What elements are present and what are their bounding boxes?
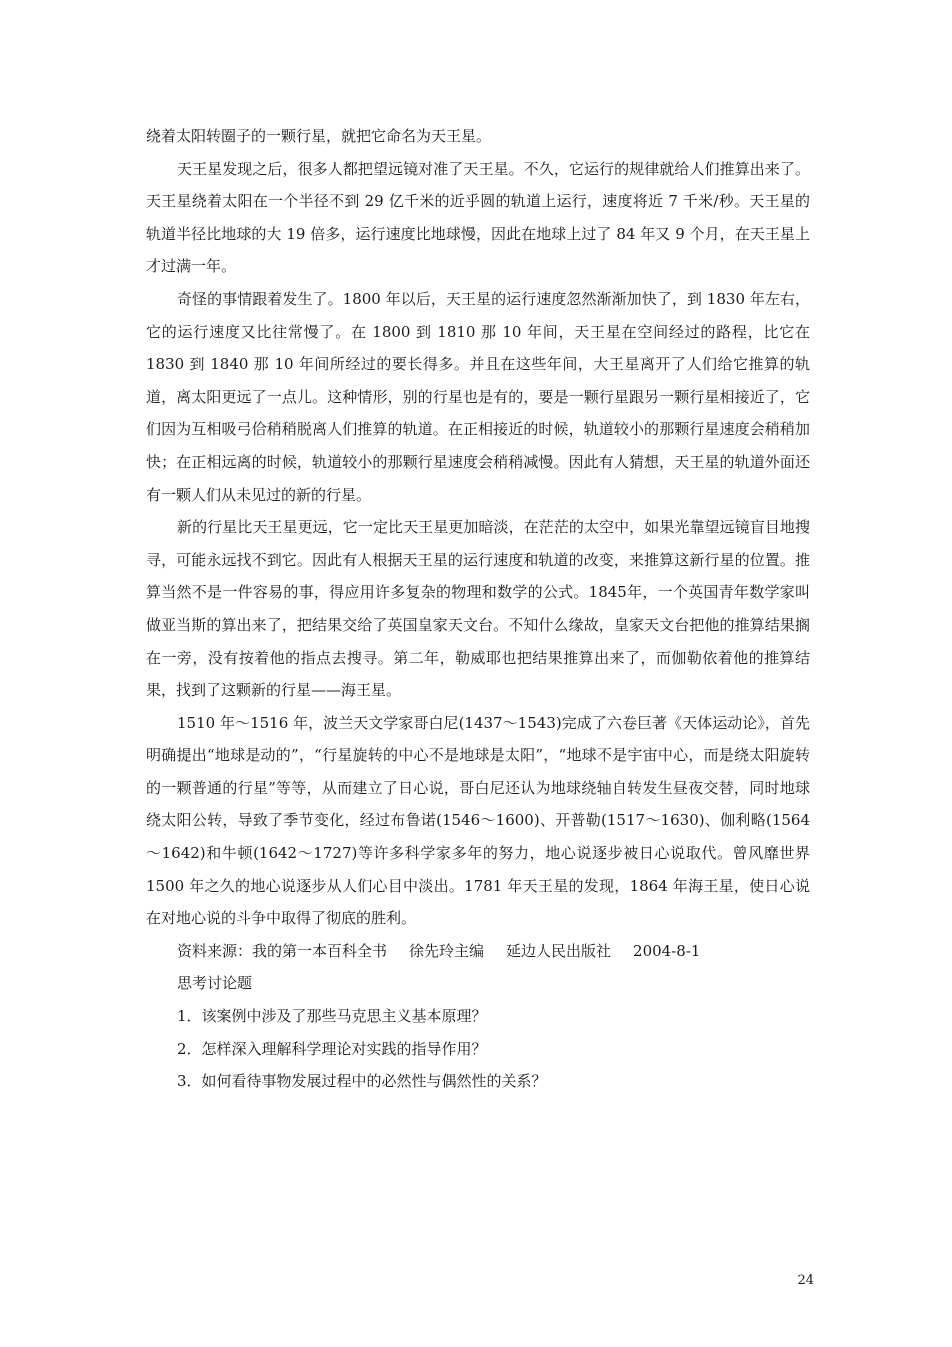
paragraph-uranus-orbit: 天王星发现之后，很多人都把望远镜对准了天王星。不久，它运行的规律就给人们推算出来了。天王星绕着太阳在一个半径不到 29 亿千米的近乎圆的轨道上运行，速度将近 7 千米/秒。天王星的轨道半径比地球的大 19 倍多，运行速度比地球慢，因此在地球上过了 84 年又 9 个月，在天王星上才过满一年。 [146, 159, 810, 276]
source-editor: 徐先玲主编 [409, 941, 485, 960]
paragraph-continuation: 绕着太阳转圈子的一颗行星，就把它命名为天王星。 [146, 127, 492, 145]
source-publisher: 延边人民出版社 [506, 941, 612, 960]
question-item-2: 2．怎样深入理解科学理论对实践的指导作用？ [177, 1039, 487, 1058]
questions-heading: 思考讨论题 [177, 974, 253, 993]
paragraph-neptune-discovery: 新的行星比天王星更远，它一定比天王星更加暗淡，在茫茫的太空中，如果光靠望远镜盲目地搜寻，可能永远找不到它。因此有人根据天王星的运行速度和轨道的改变，来推算这新行星的位置。推算当然不是一件容易的事，得应用许多复杂的物理和数学的公式。1845年，一个英国青年数学家叫做亚当斯的算出来了，把结果交给了英国皇家天文台。不知什么缘故，皇家天文台把他的推算结果搁在一旁，没有按着他的指点去搜寻。第二年，勒威耶也把结果推算出来了，而伽勒依着他的推算结果，找到了这颗新的行星——海王星。 [146, 518, 810, 700]
paragraph-heliocentrism: 1510 年～1516 年，波兰天文学家哥白尼(1437～1543)完成了六卷巨著《天体运动论》，首先明确提出“地球是动的”，“行星旋转的中心不是地球是太阳”，“地球不是宇宙中心，而是绕太阳旋转的一颗普通的行星”等等，从而建立了日心说，哥白尼还认为地球绕轴自转发生昼夜交替，同时地球绕太阳公转，导致了季节变化，经过布鲁诺(1546～1600)、开普勒(1517～1630)、伽利略(1564～1642)和牛顿(1642～1727)等许多科学家多年的努力，地心说逐步被日心说取代。曾风靡世界 1500 年之久的地心说逐步从人们心目中淡出。1781 年天王星的发现，1864 年海王星，使日心说在对地心说的斗争中取得了彻底的胜利。 [146, 713, 810, 928]
source-date: 2004-8-1 [633, 941, 701, 960]
question-item-3: 3．如何看待事物发展过程中的必然性与偶然性的关系？ [177, 1072, 547, 1091]
source-label: 资料来源：我的第一本百科全书 [177, 941, 388, 960]
page-body [146, 120, 810, 1098]
question-item-1: 1．该案例中涉及了那些马克思主义基本原理？ [177, 1007, 487, 1026]
source-citation [146, 935, 810, 968]
paragraph-uranus-anomaly: 奇怪的事情跟着发生了。1800 年以后，天王星的运行速度忽然渐渐加快了，到 1830 年左右，它的运行速度又比往常慢了。在 1800 到 1810 那 10 年间，天王星在空间经过的路程，比它在 1830 到 1840 那 10 年间所经过的要长得多。并且在这些年间，大王星离开了人们给它推算的轨道，离太阳更远了一点儿。这种情形，别的行星也是有的，要是一颗行星跟另一颗行星相接近了，它们因为互相吸弓佮稍稍脱离人们推算的轨道。在正相接近的时候，轨道较小的那颗行星速度会稍稍加快；在正相远离的时候，轨道较小的那颗行星速度会稍稍减慢。因此有人猜想，天王星的轨道外面还有一颗人们从未见过的新的行星。 [146, 289, 810, 504]
page-number: 24 [797, 1273, 814, 1288]
